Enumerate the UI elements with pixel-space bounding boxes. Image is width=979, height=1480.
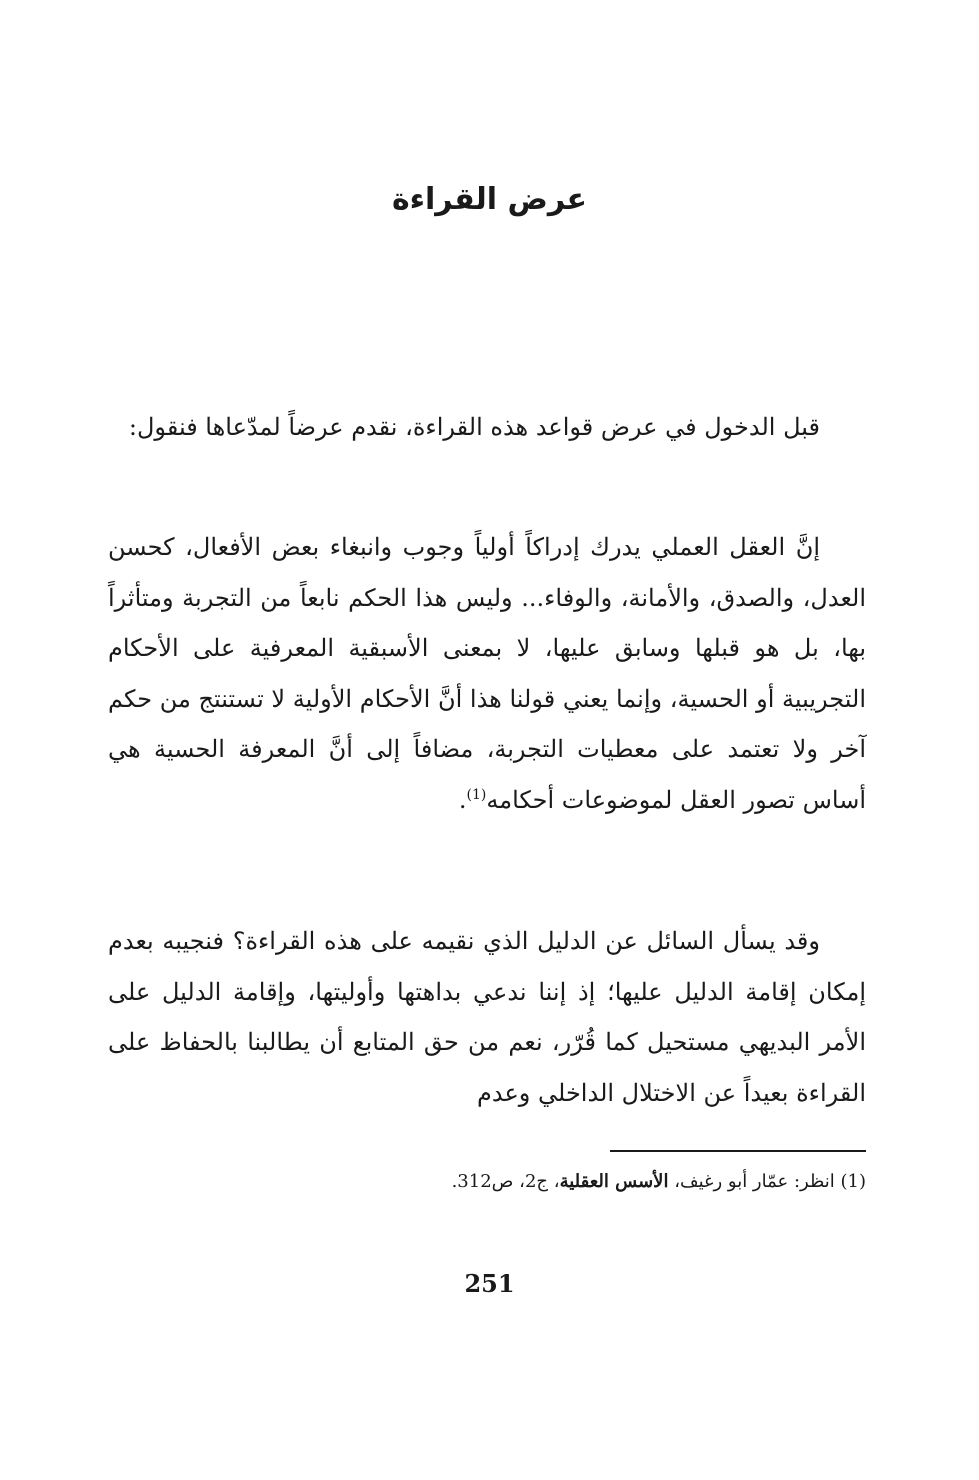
footnote-marker: (1) <box>840 1171 866 1192</box>
paragraph-3 <box>108 916 866 1118</box>
paragraph-3-text: وقد يسأل السائل عن الدليل الذي نقيمه على هذه القراءة؟ فنجيبه بعدم إمكان إقامة الدليل عليها؛ إذ إننا ندعي بداهتها وأوليتها، وإقامة الدليل على الأمر البديهي مستحيل كما قُرّر، نعم من حق المتابع أن يطالبنا بالحفاظ على القراءة بعيداً عن الاختلال الداخلي وعدم <box>108 927 866 1107</box>
paragraph-1-text: قبل الدخول في عرض قواعد هذه القراءة، نقدم عرضاً لمدّعاها فنقول: <box>128 413 820 441</box>
paragraph-2-end: . <box>458 785 467 814</box>
page-number: 251 <box>464 1269 515 1298</box>
paragraph-1 <box>108 402 866 453</box>
footnote-suffix: ، ج2، ص312. <box>451 1171 560 1192</box>
paragraph-2 <box>108 522 866 825</box>
footnote <box>108 1165 866 1199</box>
footnote-book-title: الأسس العقلية <box>559 1171 669 1192</box>
footnote-reference: (1) <box>466 786 487 803</box>
footnote-divider <box>610 1150 866 1152</box>
footnote-prefix: انظر: عمّار أبو رغيف، <box>674 1171 835 1192</box>
paragraph-2-text: إنَّ العقل العملي يدرك إدراكاً أولياً وجوب وانبغاء بعض الأفعال، كحسن العدل، والصدق، والأمانة، والوفاء... وليس هذا الحكم نابعاً من التجربة ومتأثراً بها، بل هو قبلها وسابق عليها، لا بمعنى الأسبقية المعرفية على الأحكام التجريبية أو الحسية، وإنما يعني قولنا هذا أنَّ الأحكام الأولية لا تستنتج من حكم آخر ولا تعتمد على معطيات التجربة، مضافاً إلى أنَّ المعرفة الحسية هي أساس تصور العقل لموضوعات أحكامه <box>108 533 866 814</box>
page-title: عرض القراءة <box>391 182 588 217</box>
